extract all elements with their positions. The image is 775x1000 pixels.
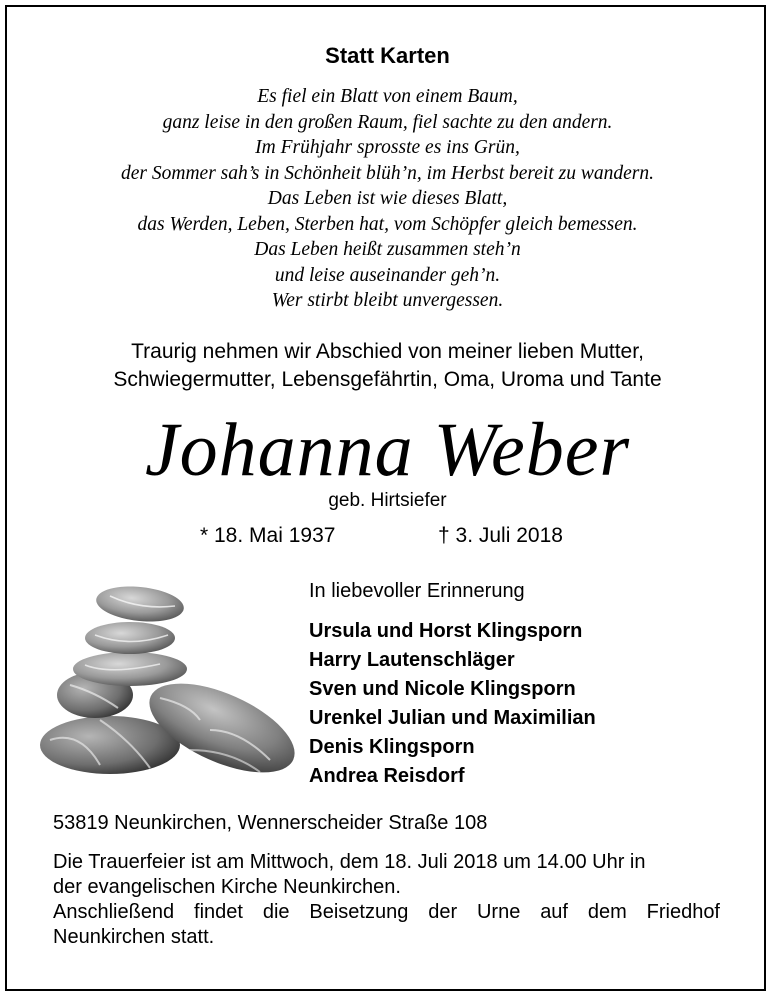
poem-line: Das Leben heißt zusammen steh’n (254, 239, 521, 260)
ceremony-line: Neunkirchen statt. (53, 926, 215, 948)
poem-line: Es fiel ein Blatt von einem Baum, (257, 86, 518, 107)
mourner-name: Ursula und Horst Klingsporn (309, 620, 583, 642)
mourner-name: Andrea Reisdorf (309, 765, 465, 787)
stone-bottom (40, 716, 180, 774)
poem-line: Wer stirbt bleibt unvergessen. (271, 290, 504, 311)
death-date: † 3. Juli 2018 (438, 524, 563, 547)
intro-line: Traurig nehmen wir Abschied von meiner lieben Mutter, (131, 340, 644, 363)
birth-date: * 18. Mai 1937 (200, 524, 336, 547)
deceased-name: Johanna Weber (144, 408, 631, 492)
intro-line: Schwiegermutter, Lebensgefährtin, Oma, Uroma und Tante (113, 368, 662, 391)
poem-line: Das Leben ist wie dieses Blatt, (267, 188, 508, 209)
poem-line: Im Frühjahr sprosste es ins Grün, (255, 137, 520, 158)
mourners-list (309, 617, 596, 791)
poem (0, 84, 775, 314)
poem-line: das Werden, Leben, Sterben hat, vom Schöpfer gleich bemessen. (137, 213, 638, 235)
poem-line: ganz leise in den großen Raum, fiel sachte zu den andern. (162, 111, 613, 133)
stacked-stones-image (40, 580, 300, 780)
ceremony-line: Die Trauerfeier ist am Mittwoch, dem 18. Juli 2018 um 14.00 Uhr in (53, 851, 646, 873)
memory-line: In liebevoller Erinnerung (309, 580, 525, 602)
maiden-name: geb. Hirtsiefer (328, 490, 447, 511)
mourner-name: Harry Lautenschläger (309, 649, 515, 671)
mourner-name: Denis Klingsporn (309, 736, 475, 758)
mourner-name: Urenkel Julian und Maximilian (309, 707, 596, 729)
ceremony-info (53, 850, 720, 950)
intro-text (0, 338, 775, 394)
stone-top (94, 582, 185, 625)
ceremony-line: Anschließend findet die Beisetzung der Urne auf dem Friedhof (53, 901, 720, 923)
ceremony-line: der evangelischen Kirche Neunkirchen. (53, 876, 401, 898)
stones-illustration (40, 580, 300, 780)
mourner-name: Sven und Nicole Klingsporn (309, 678, 576, 700)
poem-line: und leise auseinander geh’n. (274, 264, 501, 286)
notice-heading: Statt Karten (325, 43, 450, 68)
address: 53819 Neunkirchen, Wennerscheider Straße 108 (53, 812, 488, 834)
stone-upper (85, 622, 175, 654)
poem-line: der Sommer sah’s in Schönheit blüh’n, im Herbst bereit zu wandern. (121, 162, 654, 184)
